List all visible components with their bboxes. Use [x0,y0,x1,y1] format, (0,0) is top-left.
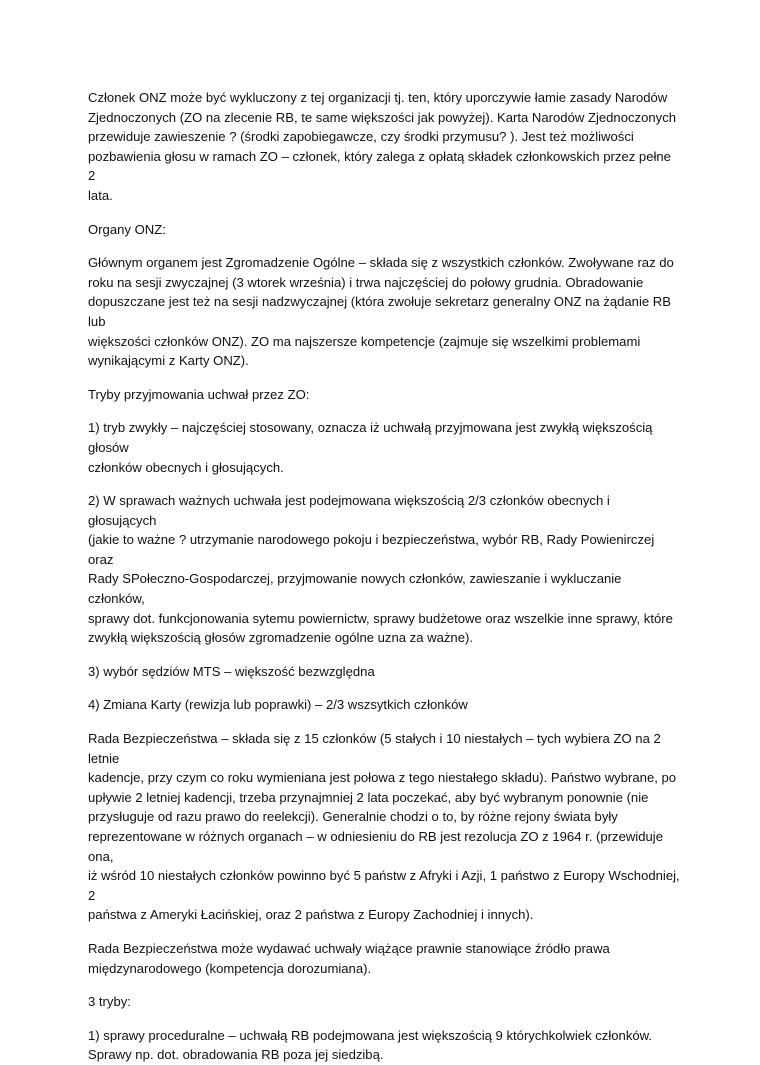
heading-voting-modes: Tryby przyjmowania uchwał przez ZO: [88,386,310,402]
paragraph-expulsion: Członek ONZ może być wykluczony z tej organizacji tj. ten, który uporczywie łamie zasady Narodów Zjednoczonych (ZO na zlecenie RB, te same większości jak powyżej). Karta Narodów Zjednoczonych przewiduje zawieszenie ? (środki zapobiegawcze, czy środki przymusu? ). Jest też możliwości pozbawienia głosu w ramach ZO – członek, który zalega z opłatą składek członkowskich przez pełne 2 lata. [88,90,677,203]
list-item-icj-judges: 3) wybór sędziów MTS – większość bezwzględna [88,663,375,679]
list-item-charter-amendment: 4) Zmiana Karty (rewizja lub poprawki) – 2/3 wszsytkich członków [88,697,468,713]
heading-three-modes: 3 tryby: [88,994,131,1010]
list-item-ordinary-mode: 1) tryb zwykły – najczęściej stosowany, oznacza iż uchwałą przyjmowana jest zwykłą większością głosów członków obecnych i głosujących. [88,420,653,475]
paragraph-security-council: Rada Bezpieczeństwa – składa się z 15 członków (5 stałych i 10 niestałych – tych wybiera ZO na 2 letnie kadencje, przy czym co roku wymieniana jest połowa z tego niestałego składu). Państwo wybrane, po upływie 2 letniej kadencji, trzeba przynajmniej 2 lata poczekać, aby być wybranym ponownie (nie przysługuje od razu prawo do reelekcji). Generalnie chodzi o to, by różne rejony świata były reprezentowane w różnych organach – w odniesieniu do RB jest rezolucja ZO z 1964 r. (przewiduje ona, iż wśród 10 niestałych członków powinno być 5 państw z Afryki i Azji, 1 państwo z Europy Wschodniej, 2 państwa z Ameryki Łacińskiej, oraz 2 państwa z Europy Zachodniej i innych). [88,731,680,923]
list-item-procedural-matters: 1) sprawy proceduralne – uchwałą RB podejmowana jest większością 9 którychkolwiek członków. Sprawy np. dot. obradowania RB poza jej siedzibą. [88,1027,653,1063]
paragraph-binding-resolutions: Rada Bezpieczeństwa może wydawać uchwały wiążące prawnie stanowiące źródło prawa międzynarodowego (kompetencja dorozumiana). [88,940,610,976]
heading-organy-onz: Organy ONZ: [88,221,166,237]
paragraph-general-assembly: Głównym organem jest Zgromadzenie Ogólne – składa się z wszystkich członków. Zwoływane raz do roku na sesji zwyczajnej (3 wtorek września) i trwa najczęściej do połowy grudnia. Obradowanie dopuszczane jest też na sesji nadzwyczajnej (która zwołuje sekretarz generalny ONZ na żądanie RB lub większości członków ONZ). ZO ma najszersze kompetencje (zajmuje się wszelkimi problemami wynikającymi z Karty ONZ). [88,255,674,369]
list-item-important-matters: 2) W sprawach ważnych uchwała jest podejmowana większością 2/3 członków obecnych i głosujących (jakie to ważne ? utrzymanie narodowego pokoju i bezpieczeństwa, wybór RB, Rady Powienirczej oraz Rady SPołeczno-Gospodarczej, przyjmowanie nowych członków, zawieszanie i wykluczanie członków, sprawy dot. funkcjonowania sytemu powiernictw, sprawy budżetowe oraz wszelkie inne sprawy, które zwykłą większością głosów zgromadzenie ogólne uzna za ważne). [88,493,673,646]
